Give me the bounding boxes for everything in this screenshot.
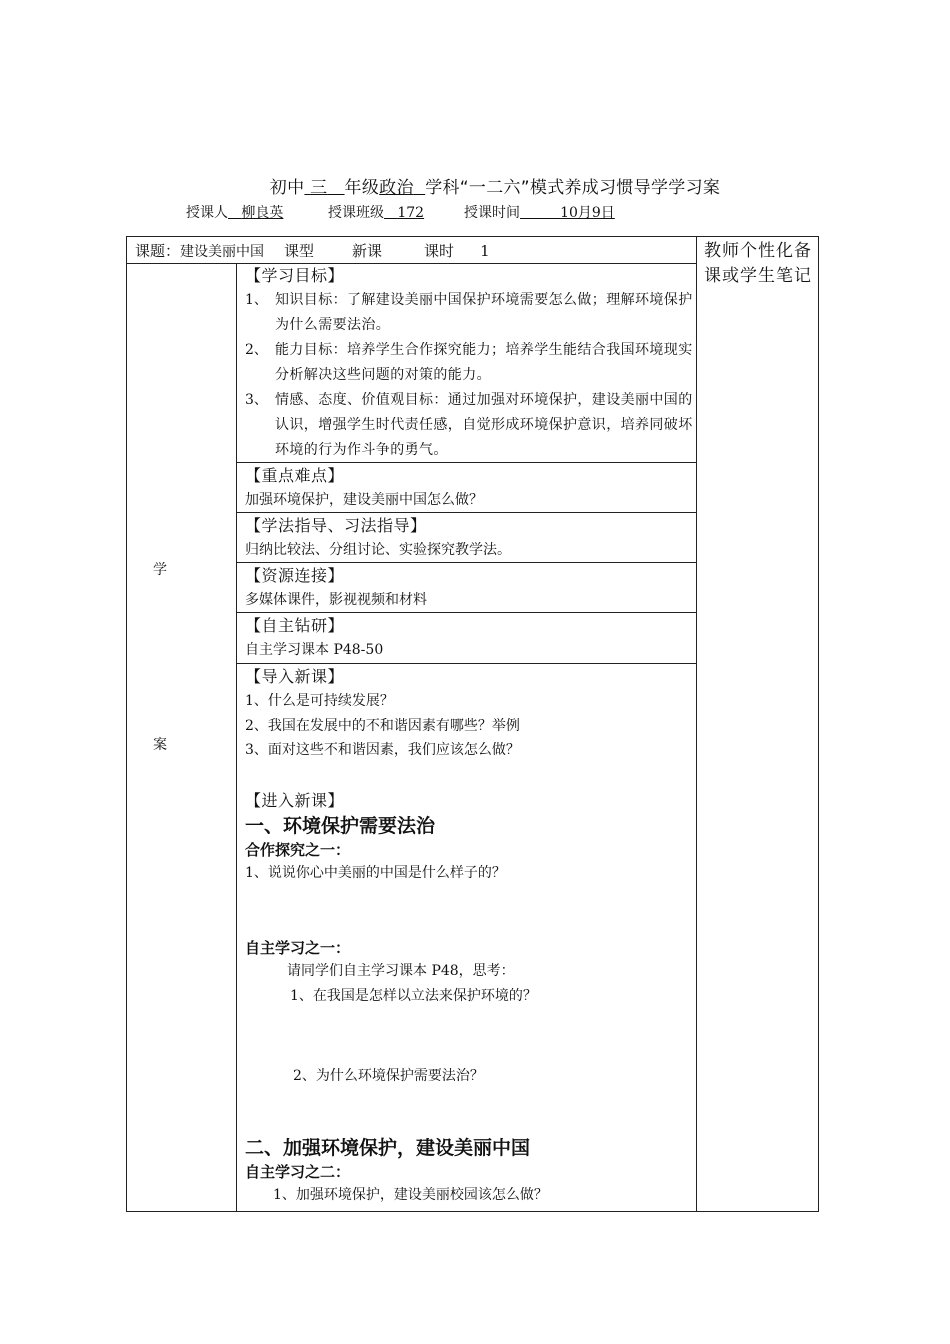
self-study-section [245,614,695,663]
resources-text: 多媒体课件，影视视频和材料 [245,592,427,608]
side-label-an: 案 [153,737,167,753]
key-points-text: 加强环境保护，建设美丽中国怎么做？ [245,492,483,508]
lesson-table [126,236,819,1212]
resources-heading: 【资源连接】 [245,566,345,585]
key-points-heading: 【重点难点】 [245,466,345,485]
self-study-1-section [245,937,695,1008]
period-label: 课时 [424,242,455,260]
teacher-value: 柳良英 [241,205,284,221]
self1-question: 1、在我国是怎样以立法来保护环境的？ [290,987,537,1004]
methods-section [245,514,695,563]
side-label-xue: 学 [153,562,167,578]
lesson-meta [186,202,636,222]
self-study-text: 自主学习课本 P48-50 [245,642,384,658]
self2-title: 自主学习之二： [245,1163,351,1181]
notes-column-divider [696,237,697,1211]
key-points-section [245,464,695,513]
class-label: 授课班级 [328,205,384,221]
self-study-heading: 【自主钻研】 [245,616,345,635]
intro-question: 2、我国在发展中的不和谐因素有哪些？举例 [245,717,520,734]
resources-section [245,564,695,613]
side-column-divider [236,264,237,1211]
notes-header: 教师个性化备课或学生笔记 [704,241,812,286]
learning-goals-section [245,264,695,463]
methods-heading: 【学法指导、习法指导】 [245,516,427,535]
part2-title: 二、加强环境保护，建设美丽中国 [245,1137,531,1159]
topic-value: 建设美丽中国 [180,244,265,260]
intro-question: 1、什么是可持续发展？ [245,693,394,709]
type-label: 课型 [284,242,315,260]
title-grade-suffix: 年级 [344,178,380,198]
self1-intro: 请同学们自主学习课本 P48，思考： [287,963,515,979]
intro-section [245,665,695,763]
self2-question: 1、加强环境保护，建设美丽校园该怎么做？ [273,1187,548,1203]
title-prefix: 初中 [269,178,305,198]
self1-question: 2、为什么环境保护需要法治？ [293,1068,484,1084]
title-suffix: 学科“一二六”模式养成习惯导学学习案 [425,178,721,198]
intro-heading: 【导入新课】 [245,667,345,686]
self1-question-2-block [245,1064,695,1089]
intro-question: 3、面对这些不和谐因素，我们应该怎么做？ [245,742,520,758]
time-label: 授课时间 [464,205,520,221]
class-value: 172 [397,205,425,221]
goal-item: 3、 情感、态度、价值观目标：通过加强对环境保护，建设美丽中国的认识，增强学生时代责任感，自觉形成环境保护意识，培养同破坏环境的行为作斗争的勇气。 [245,392,693,458]
coop1-title: 合作探究之一： [245,841,351,859]
title-subject: 政治 [379,178,414,198]
methods-text: 归纳比较法、分组讨论、实验探究教学法。 [245,542,511,558]
goal-item: 2、 能力目标：培养学生合作探究能力；培养学生能结合我国环境现实分析解决这些问题的对策的能力。 [245,342,693,383]
new-lesson-section [245,789,695,886]
title-grade: 三 [310,178,328,198]
teacher-label: 授课人 [186,205,228,221]
topic-label: 课题： [135,242,181,260]
goal-item: 1、 知识目标：了解建设美丽中国保护环境需要怎么做；理解环境保护为什么需要法治。 [245,292,693,333]
part1-title: 一、环境保护需要法治 [245,815,436,837]
coop1-question: 1、说说你心中美丽的中国是什么样子的？ [245,865,506,881]
part2-section [245,1135,695,1208]
document-title [0,173,950,198]
new-lesson-heading: 【进入新课】 [245,791,345,810]
period-value: 1 [480,242,490,260]
time-value: 10月9日 [560,205,615,221]
goals-heading: 【学习目标】 [245,266,345,285]
lesson-header-row [135,240,490,261]
type-value: 新课 [352,242,383,260]
self1-title: 自主学习之一： [245,939,351,957]
divider-selfstudy [236,663,696,664]
